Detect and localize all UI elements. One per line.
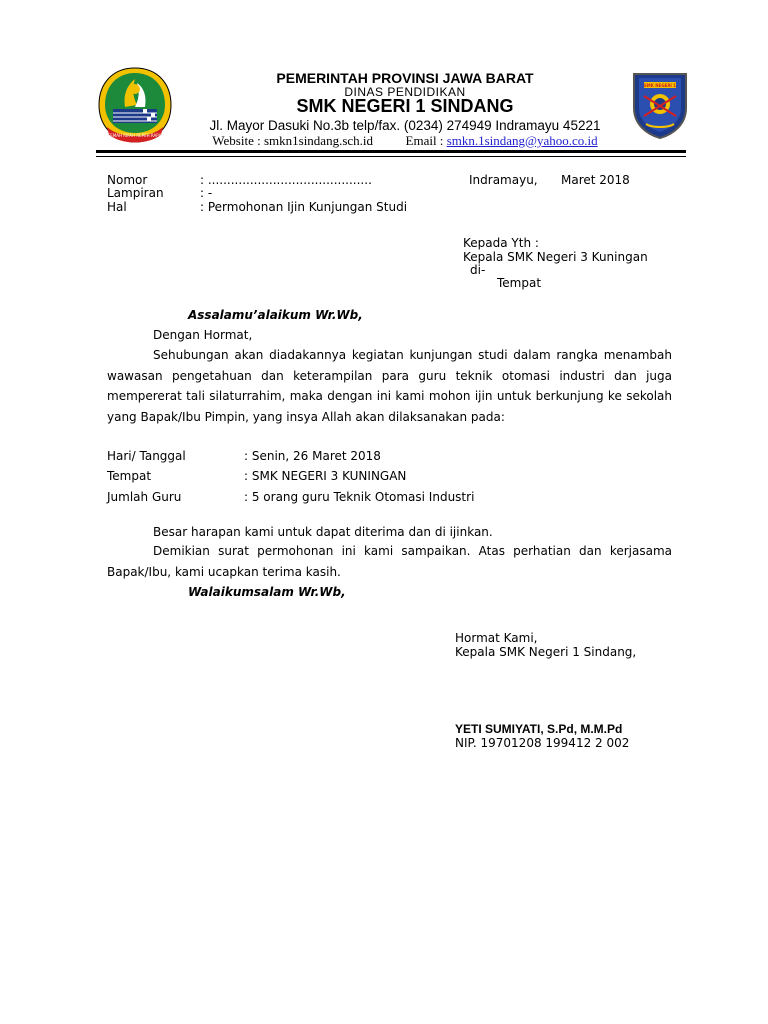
closing-salutation: Walaikumsalam Wr.Wb, bbox=[188, 585, 346, 599]
signatory-nip: NIP. 19701208 199412 2 002 bbox=[455, 736, 630, 750]
email-link[interactable]: smkn.1sindang@yahoo.co.id bbox=[446, 133, 598, 148]
website-text: Website : smkn1sindang.sch.id bbox=[212, 133, 374, 148]
letter-date: Maret 2018 bbox=[561, 173, 630, 187]
smk-negeri-1-logo bbox=[630, 68, 690, 140]
letterhead-contact bbox=[200, 133, 610, 149]
recipient-line-4: Tempat bbox=[497, 276, 542, 290]
letterhead-address: Jl. Mayor Dasuki No.3b telp/fax. (0234) 274949 Indramayu 45221 bbox=[209, 118, 601, 133]
recipient-line-3: di- bbox=[470, 263, 486, 277]
letter-place: Indramayu, bbox=[469, 173, 538, 187]
letterhead-rule-thin bbox=[96, 156, 686, 157]
signature-regards: Hormat Kami, bbox=[455, 631, 538, 645]
nomor-value: : ........................................... bbox=[200, 173, 372, 187]
detail-label-place: Tempat bbox=[107, 469, 152, 483]
signatory-name: YETI SUMIYATI, S.Pd, M.M.Pd bbox=[455, 722, 623, 736]
detail-value-place: : SMK NEGERI 3 KUNINGAN bbox=[244, 469, 407, 483]
hal-label: Hal bbox=[107, 200, 127, 214]
detail-label-teachers: Jumlah Guru bbox=[107, 490, 182, 504]
detail-value-teachers: : 5 orang guru Teknik Otomasi Industri bbox=[244, 490, 475, 504]
email-label: Email : bbox=[405, 133, 444, 148]
left-logo-motto: GEMAH RIPAH REPEH RAPIH bbox=[107, 133, 163, 138]
signature-position: Kepala SMK Negeri 1 Sindang, bbox=[455, 645, 637, 659]
letterhead-department: DINAS PENDIDIKAN bbox=[344, 85, 466, 99]
body-paragraph-2: Besar harapan kami untuk dapat diterima dan di ijinkan. bbox=[153, 525, 493, 539]
letterhead-government: PEMERINTAH PROVINSI JAWA BARAT bbox=[276, 70, 534, 86]
body-paragraph-3: Demikian surat permohonan ini kami sampaikan. Atas perhatian dan kerjasama Bapak/Ibu, kami ucapkan terima kasih. bbox=[107, 544, 672, 579]
detail-label-date: Hari/ Tanggal bbox=[107, 449, 186, 463]
nomor-label: Nomor bbox=[107, 173, 148, 187]
body-paragraph-1: Sehubungan akan diadakannya kegiatan kunjungan studi dalam rangka menambah wawasan pengetahuan dan keterampilan para guru teknik otomasi industri dan juga mempererat tali silaturrahim, maka dengan ini kami mohon ijin untuk berkunjung ke sekolah yang Bapak/Ibu Pimpin, yang insya Allah akan dilaksanakan pada: bbox=[107, 348, 672, 424]
recipient-line-1: Kepada Yth : bbox=[463, 236, 539, 250]
right-logo-text: SMK NEGERI 1 bbox=[643, 83, 677, 88]
recipient-line-2: Kepala SMK Negeri 3 Kuningan bbox=[463, 250, 648, 264]
opening-salutation: Assalamu’alaikum Wr.Wb, bbox=[188, 308, 363, 322]
letterhead-school-name: SMK NEGERI 1 SINDANG bbox=[296, 96, 514, 116]
greeting: Dengan Hormat, bbox=[153, 328, 253, 342]
letterhead-rule-thick bbox=[96, 150, 686, 153]
hal-value: : Permohonan Ijin Kunjungan Studi bbox=[200, 200, 408, 214]
lampiran-value: : - bbox=[200, 186, 213, 200]
lampiran-label: Lampiran bbox=[107, 186, 164, 200]
west-java-emblem-logo bbox=[95, 65, 175, 145]
detail-value-date: : Senin, 26 Maret 2018 bbox=[244, 449, 381, 463]
